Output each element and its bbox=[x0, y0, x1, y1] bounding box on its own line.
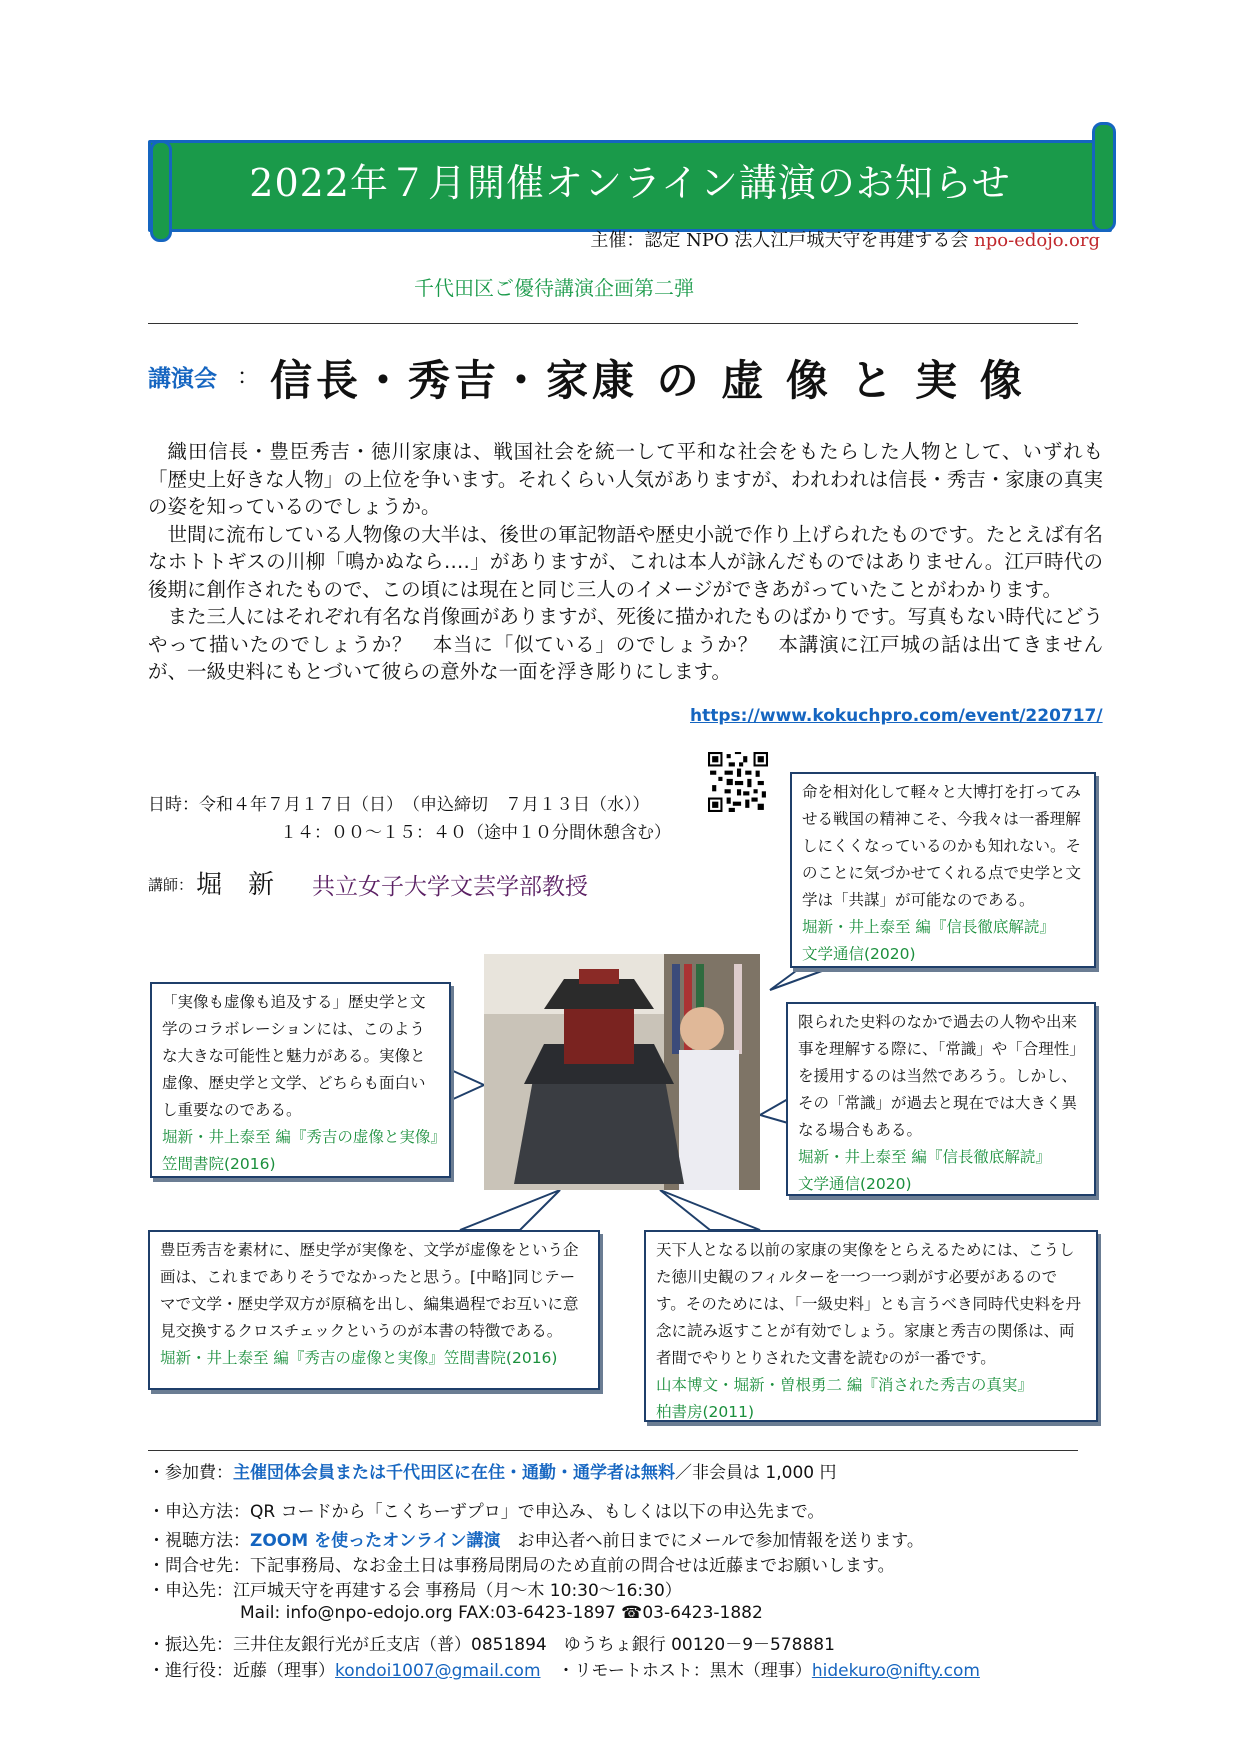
quote-citation: 堀新・井上泰至 編『信長徹底解読』 bbox=[802, 918, 1055, 936]
organizer-label: 主催：認定 NPO 法人江戸城天守を再建する会 bbox=[590, 230, 975, 251]
office-line: ・申込先：江戸城天守を再建する会 事務局（月～木 10:30～16:30） bbox=[148, 1581, 682, 1601]
quote-citation: 堀新・井上泰至 編『秀吉の虚像と実像』笠間書院(2016) bbox=[160, 1349, 558, 1367]
fee-label: ・参加費： bbox=[148, 1463, 233, 1483]
quote-citation: 文学通信(2020) bbox=[802, 945, 916, 963]
quote-citation: 山本博文・堀新・曽根勇二 編『消された秀吉の真実』 bbox=[656, 1376, 1033, 1394]
banner-title: 2022年７月開催オンライン講演のお知らせ bbox=[249, 161, 1011, 205]
qr-code-icon[interactable] bbox=[708, 752, 768, 812]
quote-citation: 笠間書院(2016) bbox=[162, 1155, 276, 1173]
bank-line: ・振込先：三井住友銀行光が丘支店（普）0851894 ゆうちょ銀行 00120－9－578881 bbox=[148, 1635, 835, 1655]
remote-host-email-link[interactable]: hidekuro@nifty.com bbox=[811, 1661, 980, 1681]
event-date: 日時：令和４年７月１７日（日） （申込締切 ７月１３日（水）） bbox=[148, 795, 650, 815]
contact-line: ・問合せ先：下記事務局、なお金土日は事務局閉局のため直前の問合せは近藤までお願いします。 bbox=[148, 1556, 895, 1576]
event-url-link[interactable]: https://www.kokuchpro.com/event/220717/ bbox=[690, 706, 1103, 726]
quote-text: 限られた史料のなかで過去の人物や出来事を理解する際に、「常識」や「合理性」を援用するのは当然であろう。しかし、その「常識」が過去と現在では大きく異なる場合もある。 bbox=[798, 1013, 1078, 1139]
quote-bubble-4 bbox=[148, 1230, 600, 1390]
apply-method-line: ・申込方法：QR コードから「こくちーずプロ」で申込み、もしくは以下の申込先まで。 bbox=[148, 1502, 825, 1522]
mail-fax-tel-line: Mail: info@npo-edojo.org FAX:03-6423-1897 ☎03-6423-1882 bbox=[240, 1603, 763, 1623]
quote-bubble-2 bbox=[150, 982, 451, 1178]
lecture-heading: 講演会 bbox=[148, 366, 217, 392]
viewing-line bbox=[148, 1526, 924, 1551]
remote-host-label: ・リモートホスト：黒木（理事） bbox=[557, 1661, 812, 1681]
lecture-colon: ： bbox=[237, 365, 260, 390]
fee-line bbox=[148, 1458, 836, 1483]
paragraph: また三人にはそれぞれ有名な肖像画がありますが、死後に描かれたものばかりです。写真もない時代にどうやって描いたのでしょうか？ 本当に「似ている」のでしょうか？ 本講演に江戸城の話は出てきませんが、一級史料にもとづいて彼らの意外な一面を浮き彫りにします。 bbox=[148, 605, 1103, 683]
fee-rest-text: ／非会員は 1,000 円 bbox=[675, 1463, 837, 1483]
lecture-title: 信長・秀吉・家康 の 虚 像 と 実 像 bbox=[270, 356, 1026, 405]
fee-free-text: 主催団体会員または千代田区に在住・通勤・通学者は無料 bbox=[233, 1463, 675, 1483]
lecturer-affiliation: 共立女子大学文芸学部教授 bbox=[312, 874, 588, 900]
quote-citation: 堀新・井上泰至 編『秀吉の虚像と実像』 bbox=[162, 1128, 446, 1146]
organizer-line bbox=[520, 226, 1100, 252]
viewing-rest-text: お申込者へ前日までにメールで参加情報を送ります。 bbox=[500, 1531, 924, 1551]
host-label: ・進行役：近藤（理事） bbox=[148, 1661, 335, 1681]
host-email-link[interactable]: kondoi1007@gmail.com bbox=[335, 1661, 541, 1681]
quote-citation: 文学通信(2020) bbox=[798, 1175, 912, 1193]
zoom-text: ZOOM を使ったオンライン講演 bbox=[250, 1531, 501, 1551]
host-line bbox=[148, 1656, 980, 1681]
lecturer-name: 堀 新 bbox=[196, 870, 275, 900]
lecturer-photo bbox=[484, 954, 760, 1190]
viewing-label: ・視聴方法： bbox=[148, 1531, 250, 1551]
body-text bbox=[148, 438, 1103, 686]
quote-citation: 堀新・井上泰至 編『信長徹底解読』 bbox=[798, 1148, 1051, 1166]
banner-scroll-left bbox=[150, 140, 172, 242]
quote-citation: 柏書房(2011) bbox=[656, 1403, 755, 1421]
quote-text: 豊臣秀吉を素材に、歴史学が実像を、文学が虚像をという企画は、これまでありそうでなかったと思う。[中略]同じテーマで文学・歴史学双方が原稿を出し、編集過程でお互いに意見交換するクロスチェックというのが本書の特徴である。 bbox=[160, 1241, 579, 1340]
quote-text: 「実像も虚像も追及する」歴史学と文学のコラボレーションには、このような大きな可能性と魅力がある。実像と虚像、歴史学と文学、どちらも面白いし重要なのである。 bbox=[162, 993, 426, 1119]
lecturer-label: 講師： bbox=[148, 876, 194, 894]
subtitle: 千代田区ご優待講演企画第二弾 bbox=[414, 276, 694, 300]
divider-top bbox=[148, 323, 1078, 324]
paragraph: 織田信長・豊臣秀吉・徳川家康は、戦国社会を統一して平和な社会をもたらした人物として、いずれも「歴史上好きな人物」の上位を争います。それくらい人気がありますが、われわれは信長・秀吉・家康の真実の姿を知っているのでしょうか。 bbox=[148, 440, 1103, 518]
quote-bubble-1 bbox=[790, 772, 1096, 968]
banner-scroll-right bbox=[1092, 122, 1116, 232]
quote-bubble-5 bbox=[644, 1230, 1098, 1422]
event-time: １４：００～１５：４０（途中１０分間休憩含む） bbox=[280, 823, 671, 843]
organizer-site[interactable]: npo-edojo.org bbox=[974, 230, 1100, 251]
quote-text: 天下人となる以前の家康の実像をとらえるためには、こうした徳川史観のフィルターを一つ一つ剥がす必要があるのです。そのためには、「一級史料」とも言うべき同時代史料を丹念に読み返すことが有効でしょう。家康と秀吉の関係は、両者間でやりとりされた文書を読むのが一番です。 bbox=[656, 1241, 1082, 1367]
quote-bubble-3 bbox=[786, 1002, 1096, 1196]
castle-model-image bbox=[484, 954, 760, 1190]
divider-bottom bbox=[148, 1450, 1078, 1451]
quote-text: 命を相対化して軽々と大博打を打ってみせる戦国の精神こそ、今我々は一番理解しにくくなっているのかも知れない。そのことに気づかせてくれる点で史学と文学は「共謀」が可能なのである。 bbox=[802, 783, 1082, 909]
paragraph: 世間に流布している人物像の大半は、後世の軍記物語や歴史小説で作り上げられたものです。たとえば有名なホトトギスの川柳「鳴かぬなら‥‥」がありますが、これは本人が詠んだものではありません。江戸時代の後期に創作されたもので、この頃には現在と同じ三人のイメージができあがっていたことがわかります。 bbox=[148, 522, 1103, 601]
